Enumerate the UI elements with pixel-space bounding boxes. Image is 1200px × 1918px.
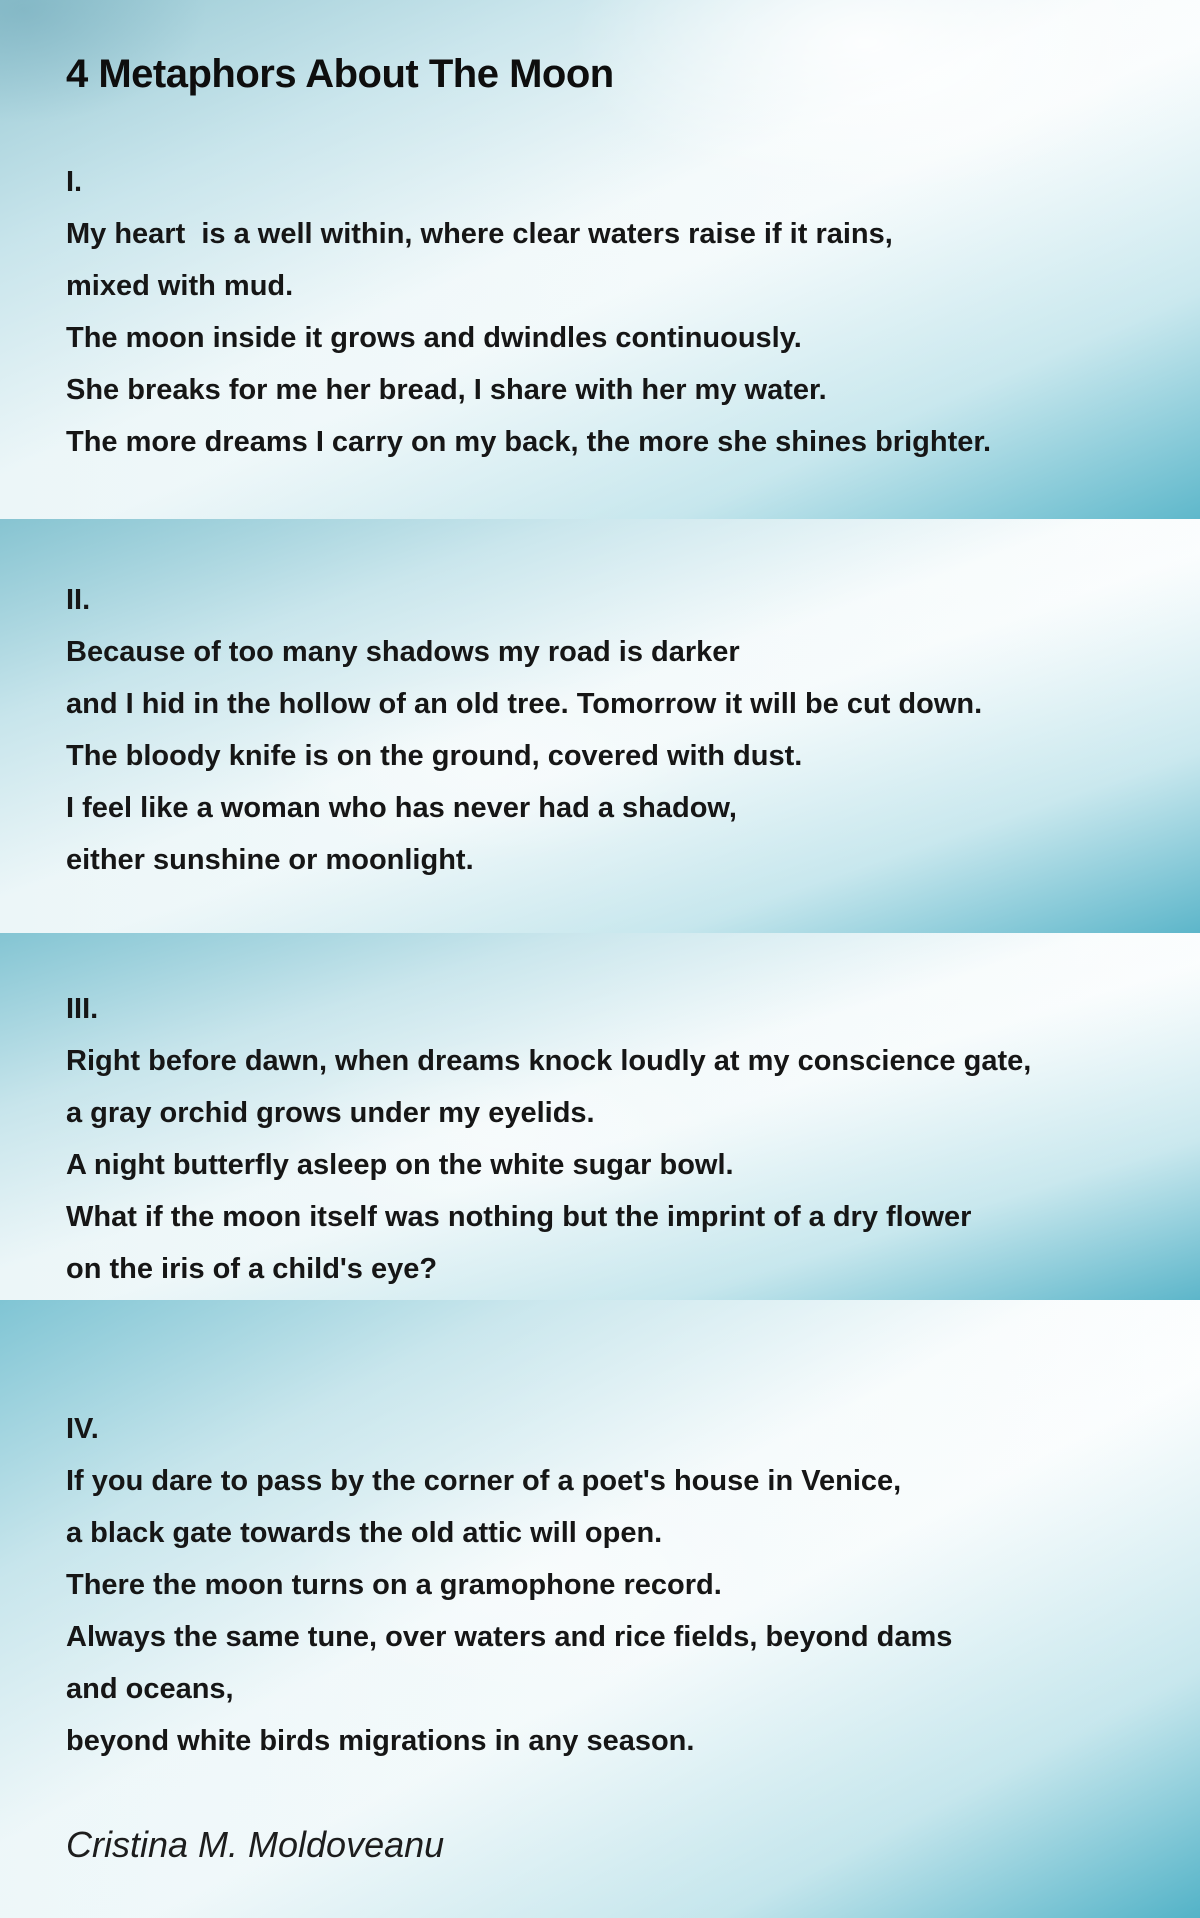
stanza-band-1 [0, 0, 1200, 519]
stanza-1 [66, 156, 1160, 468]
stanza-3-numeral: III. [66, 993, 99, 1025]
stanza-4-numeral: IV. [66, 1413, 99, 1445]
stanza-2-line: either sunshine or moonlight. [66, 844, 474, 876]
stanza-2-line: Because of too many shadows my road is darker [66, 636, 740, 668]
stanza-4 [66, 1403, 1160, 1767]
stanza-1-line: My heart is a well within, where clear waters raise if it rains, [66, 218, 893, 250]
stanza-1-line: mixed with mud. [66, 270, 294, 302]
stanza-2 [66, 574, 1160, 886]
stanza-3-line: What if the moon itself was nothing but the imprint of a dry flower [66, 1201, 972, 1233]
stanza-band-2 [0, 519, 1200, 933]
stanza-1-numeral: I. [66, 166, 83, 198]
stanza-1-line: The moon inside it grows and dwindles continuously. [66, 322, 802, 354]
stanza-4-line: Always the same tune, over waters and rice fields, beyond dams [66, 1621, 953, 1653]
author-signature: Cristina M. Moldoveanu [66, 1824, 445, 1865]
stanza-4-line: There the moon turns on a gramophone record. [66, 1569, 722, 1601]
stanza-band-3 [0, 933, 1200, 1300]
stanza-3-line: on the iris of a child's eye? [66, 1253, 438, 1285]
stanza-3-line: a gray orchid grows under my eyelids. [66, 1097, 595, 1129]
stanza-2-line: The bloody knife is on the ground, covered with dust. [66, 740, 803, 772]
stanza-2-line: I feel like a woman who has never had a shadow, [66, 792, 737, 824]
stanza-2-line: and I hid in the hollow of an old tree. Tomorrow it will be cut down. [66, 688, 983, 720]
stanza-4-line: a black gate towards the old attic will open. [66, 1517, 663, 1549]
stanza-3 [66, 983, 1160, 1295]
stanza-2-numeral: II. [66, 584, 91, 616]
stanza-1-line: The more dreams I carry on my back, the more she shines brighter. [66, 426, 992, 458]
stanza-4-line: and oceans, [66, 1673, 234, 1705]
stanza-4-line: beyond white birds migrations in any season. [66, 1725, 695, 1757]
poem-title: 4 Metaphors About The Moon [66, 52, 614, 96]
stanza-band-4 [0, 1300, 1200, 1918]
stanza-1-line: She breaks for me her bread, I share with her my water. [66, 374, 827, 406]
stanza-3-line: Right before dawn, when dreams knock loudly at my conscience gate, [66, 1045, 1032, 1077]
stanza-3-line: A night butterfly asleep on the white sugar bowl. [66, 1149, 734, 1181]
stanza-4-line: If you dare to pass by the corner of a poet's house in Venice, [66, 1465, 902, 1497]
